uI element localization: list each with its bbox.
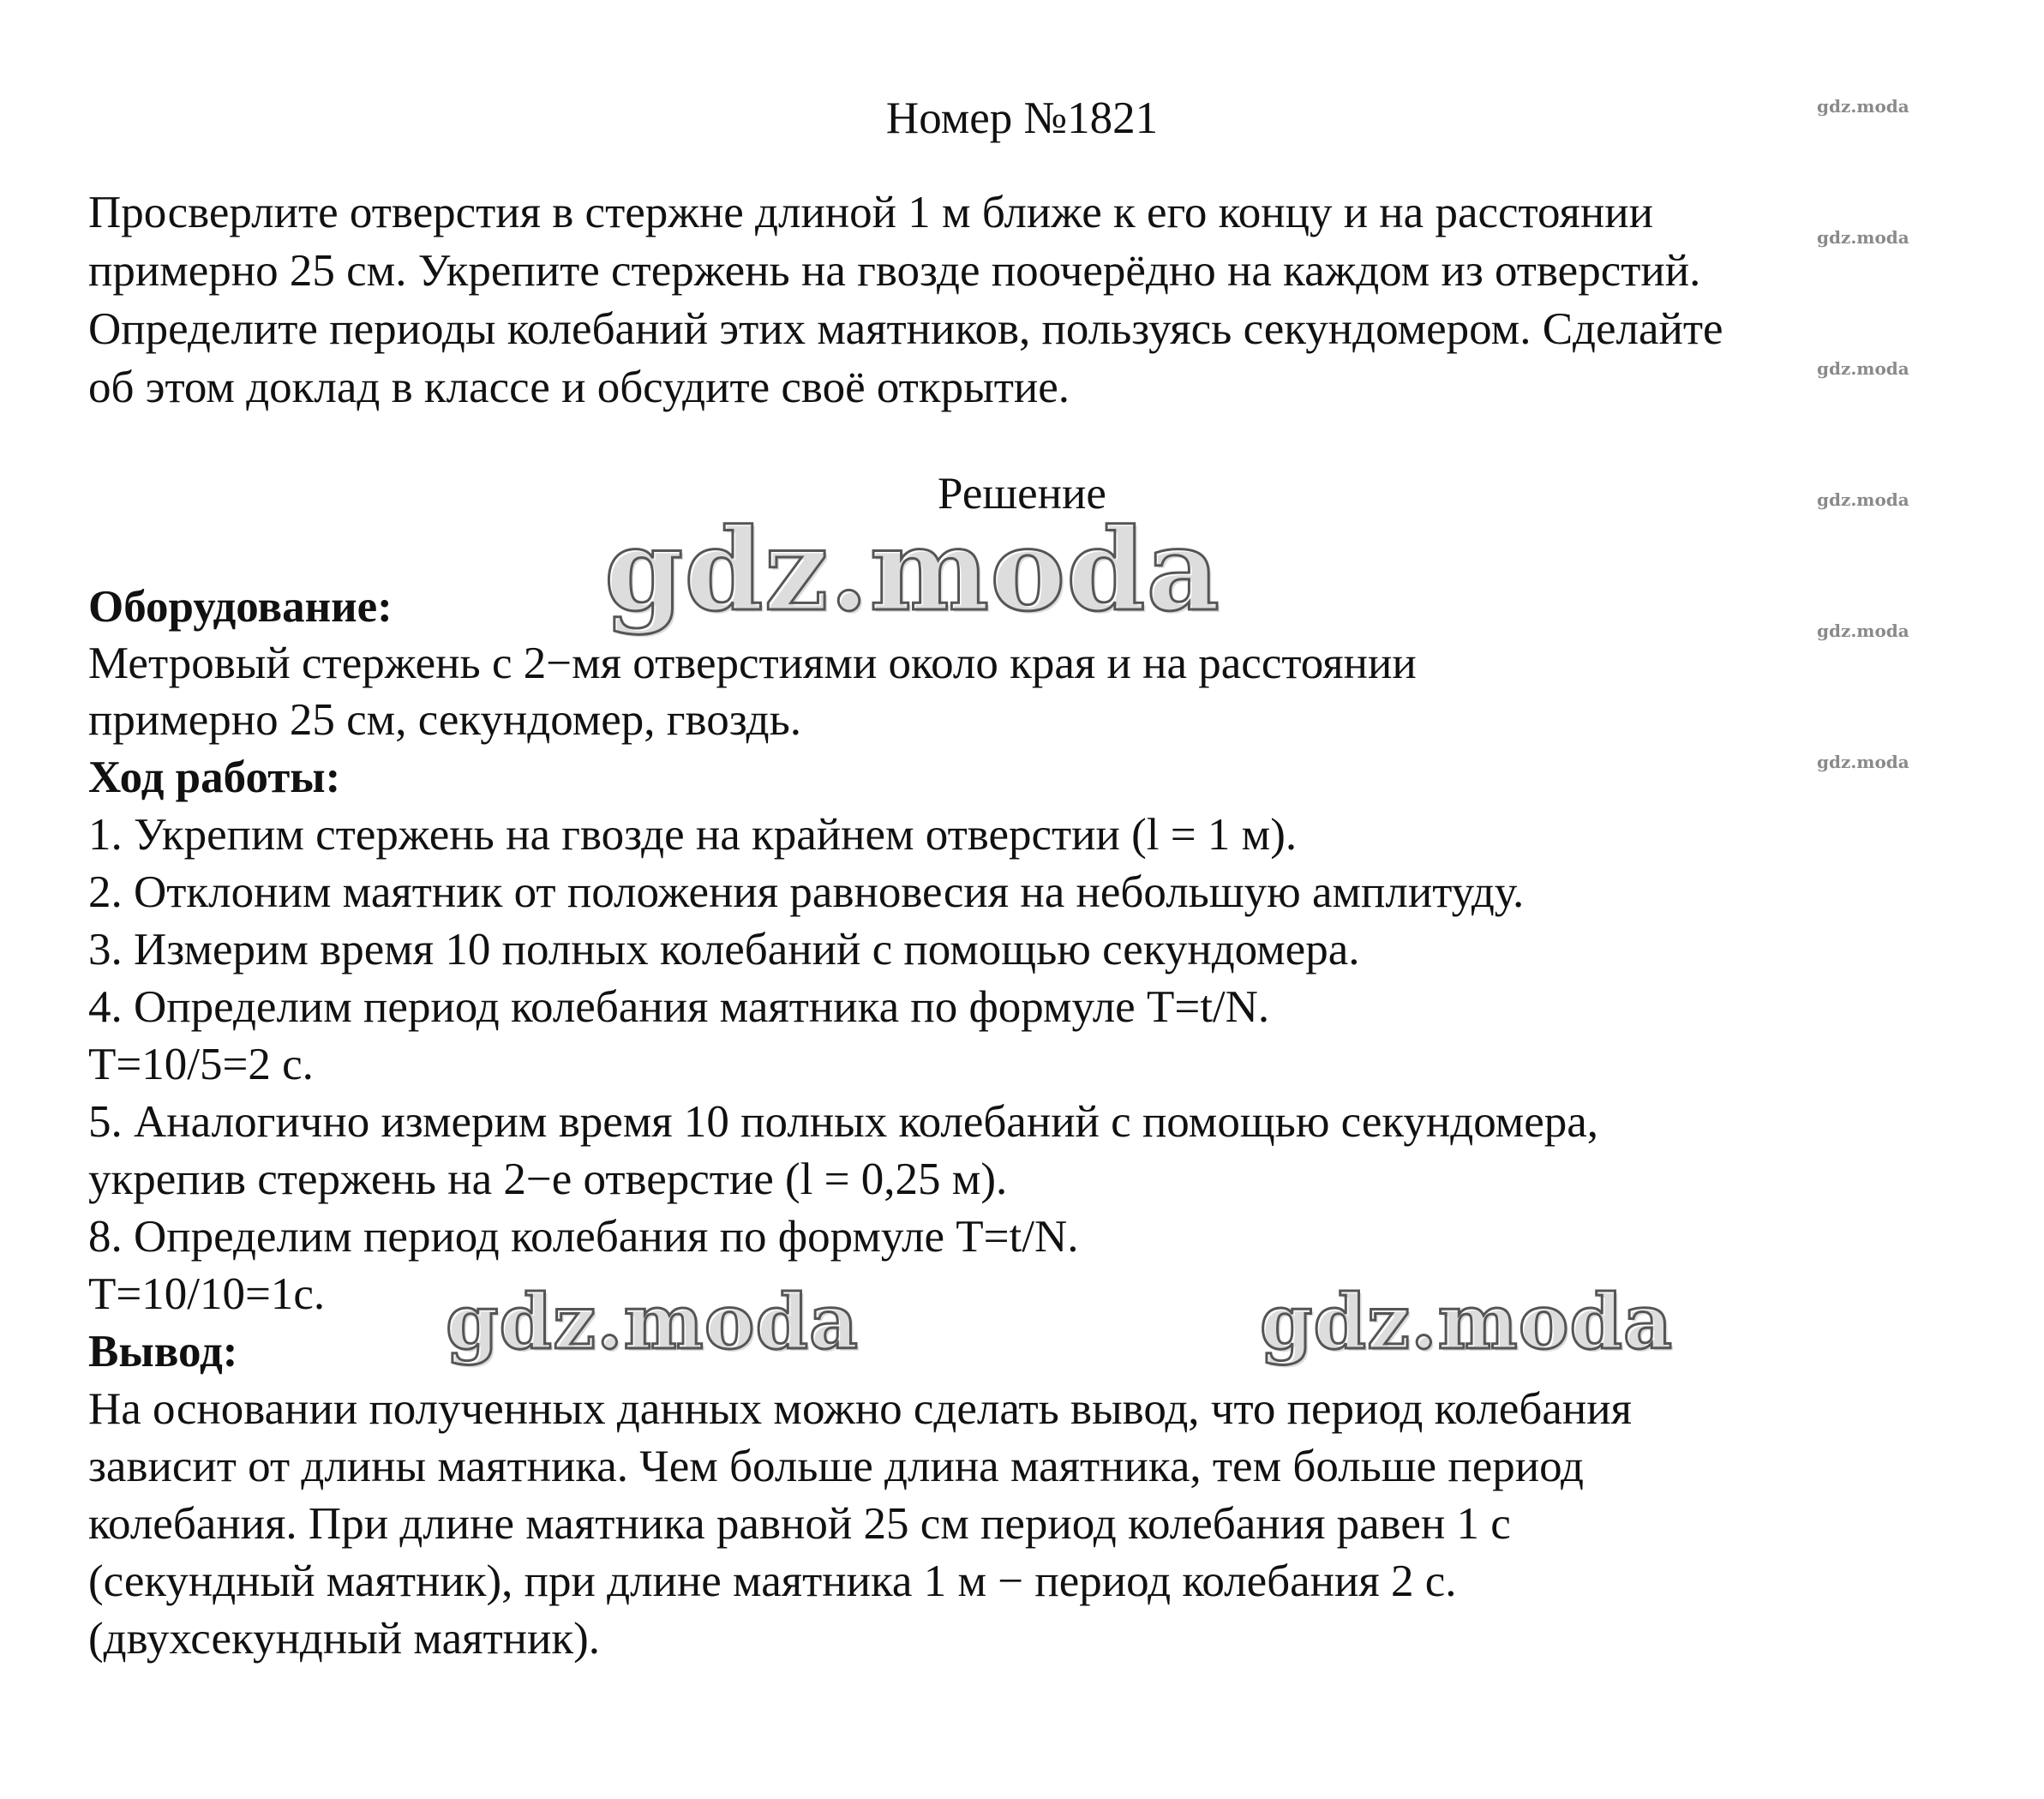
watermark-small: gdz.moda [1817,358,1909,379]
watermark-small: gdz.moda [1817,227,1909,248]
watermark-small: gdz.moda [1817,96,1909,117]
procedure-line: 5. Аналогично измерим время 10 полных колебаний с помощью секундомера, [88,1097,1599,1147]
task-line: примерно 25 см. Укрепите стержень на гвозде поочерёдно на каждом из отверстий. [88,246,1701,296]
conclusion-line: На основании полученных данных можно сделать вывод, что период колебания [88,1384,1633,1434]
solution-heading: Решение [938,469,1106,519]
equipment-heading: Оборудование: [88,582,393,632]
equipment-line: Метровый стержень с 2−мя отверстиями около края и на расстоянии [88,639,1417,688]
procedure-line: T=10/10=1с. [88,1269,326,1319]
watermark-small: gdz.moda [1817,621,1909,641]
task-line: Определите периоды колебаний этих маятников, пользуясь секундомером. Сделайте [88,304,1723,354]
watermark-large: gdz.moda [1260,1277,1674,1366]
procedure-line: 8. Определим период колебания по формуле T=t/N. [88,1212,1079,1262]
conclusion-line: (двухсекундный маятник). [88,1614,601,1664]
procedure-line: T=10/5=2 с. [88,1040,314,1089]
conclusion-heading: Вывод: [88,1327,238,1376]
procedure-line: 1. Укрепим стержень на гвозде на крайнем отверстии (l = 1 м). [88,810,1298,860]
task-line: об этом доклад в классе и обсудите своё открытие. [88,363,1070,412]
procedure-line: 2. Отклоним маятник от положения равновесия на небольшую амплитуду. [88,867,1525,917]
procedure-line: 4. Определим период колебания маятника по формуле T=t/N. [88,982,1270,1032]
watermark-small: gdz.moda [1817,489,1909,510]
watermark-large: gdz.moda [446,1277,860,1366]
conclusion-line: зависит от длины маятника. Чем больше длина маятника, тем больше период [88,1442,1585,1491]
conclusion-line: колебания. При длине маятника равной 25 см период колебания равен 1 с [88,1499,1511,1549]
conclusion-line: (секундный маятник), при длине маятника 1 м − период колебания 2 с. [88,1556,1457,1606]
watermark-small: gdz.moda [1817,752,1909,772]
watermark-large: gdz.moda [604,504,1221,637]
procedure-line: укрепив стержень на 2−е отверстие (l = 0,25 м). [88,1154,1008,1204]
page-title: Номер №1821 [885,93,1159,143]
procedure-line: 3. Измерим время 10 полных колебаний с помощью секундомера. [88,925,1360,974]
procedure-heading: Ход работы: [88,753,341,802]
equipment-line: примерно 25 см, секундомер, гвоздь. [88,695,802,745]
task-line: Просверлите отверстия в стержне длиной 1 м ближе к его концу и на расстоянии [88,188,1653,237]
